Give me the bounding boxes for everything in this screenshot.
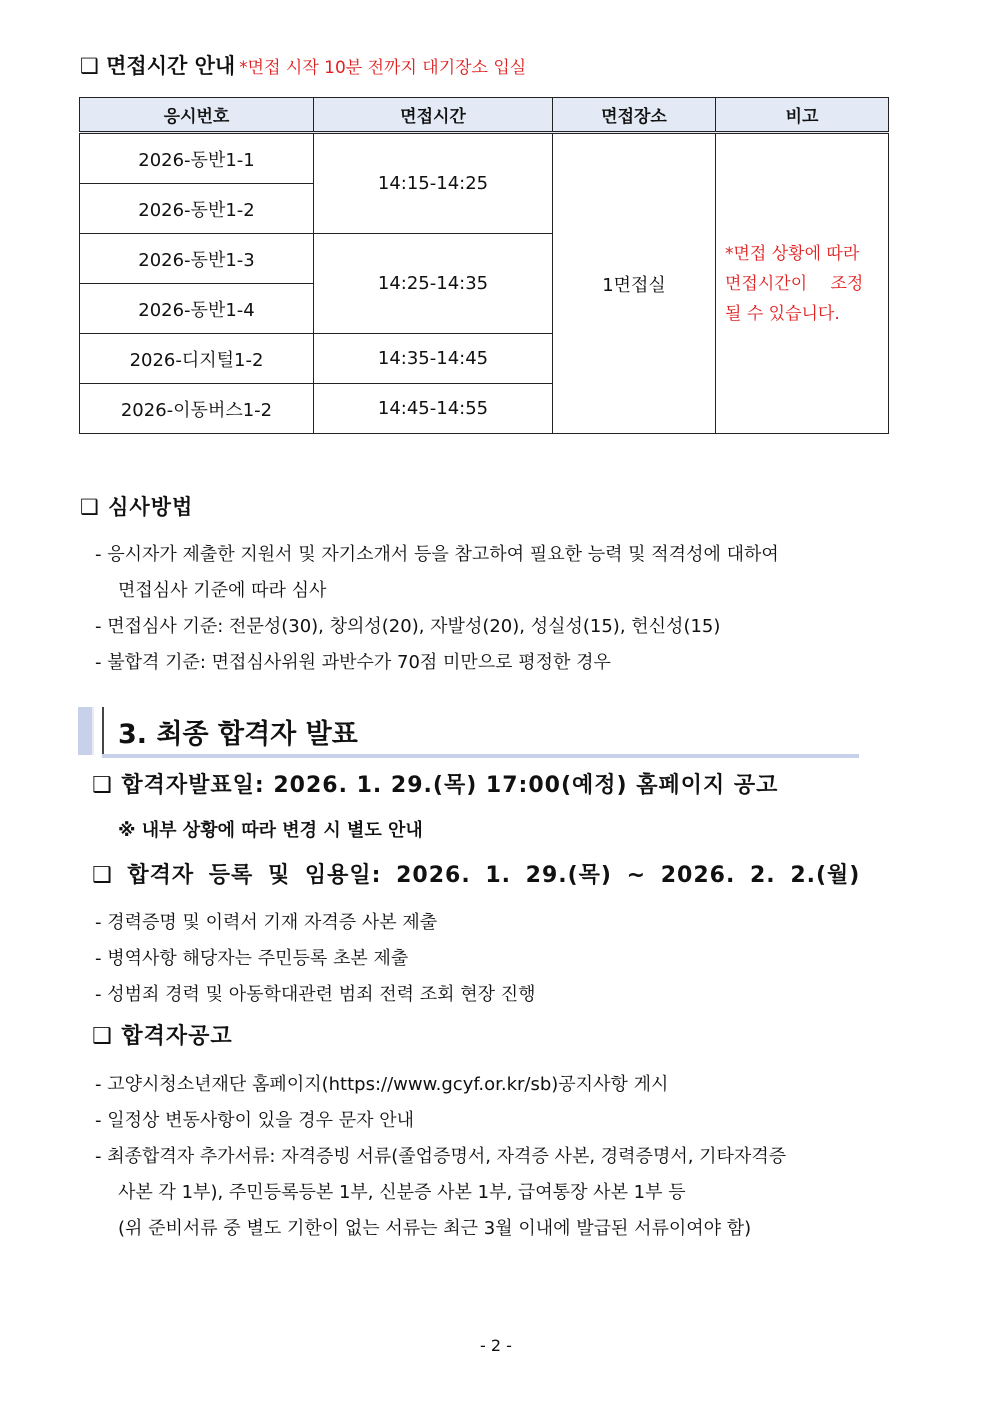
announcement-date: ❑ 합격자발표일: 2026. 1. 29.(목) 17:00(예정) 홈페이지 공고 bbox=[92, 773, 779, 798]
header-cell: 비고 bbox=[716, 98, 889, 133]
registration-item: - 경력증명 및 이력서 기재 자격증 사본 제출 bbox=[95, 912, 438, 933]
interview-schedule-table bbox=[79, 97, 889, 434]
table-header-row bbox=[80, 98, 889, 133]
remark-line: 면접시간이 조정 bbox=[725, 273, 864, 294]
registration-item: - 병역사항 해당자는 주민등록 초본 제출 bbox=[95, 948, 409, 969]
public-notice-item-continued: 사본 각 1부), 주민등록등본 1부, 신분증 사본 1부, 급여통장 사본 1부 등 bbox=[118, 1182, 686, 1203]
review-item: - 면접심사 기준: 전문성(30), 창의성(20), 자발성(20), 성실성(15), 헌신성(15) bbox=[95, 616, 721, 637]
section-3-title: 3. 최종 합격자 발표 bbox=[118, 719, 358, 750]
time-cell: 14:35-14:45 bbox=[314, 334, 553, 384]
time-cell: 14:15-14:25 bbox=[314, 133, 553, 234]
review-item-continued: 면접심사 기준에 따라 심사 bbox=[118, 580, 327, 601]
page-number: - 2 - bbox=[480, 1336, 512, 1355]
public-notice-item: - 고양시청소년재단 홈페이지(https://www.gcyf.or.kr/sb)공지사항 게시 bbox=[95, 1074, 669, 1095]
time-cell: 14:45-14:55 bbox=[314, 384, 553, 434]
header-cell: 면접장소 bbox=[553, 98, 716, 133]
remark-cell bbox=[716, 133, 889, 434]
review-item: - 불합격 기준: 면접심사위원 과반수가 70점 미만으로 평정한 경우 bbox=[95, 652, 611, 673]
section-accent-line bbox=[92, 707, 94, 755]
interview-section-title bbox=[80, 50, 526, 80]
remark-line: 될 수 있습니다. bbox=[725, 303, 840, 324]
public-notice-title: ❑ 합격자공고 bbox=[92, 1024, 233, 1049]
applicant-number-cell: 2026-동반1-1 bbox=[80, 133, 314, 184]
section-accent-bar bbox=[78, 707, 92, 755]
header-cell: 응시번호 bbox=[80, 98, 314, 133]
registration-item: - 성범죄 경력 및 아동학대관련 범죄 전력 조회 현장 진행 bbox=[95, 984, 536, 1005]
review-section-title: ❑ 심사방법 bbox=[80, 495, 194, 519]
public-notice-item: - 일정상 변동사항이 있을 경우 문자 안내 bbox=[95, 1110, 415, 1131]
public-notice-item: - 최종합격자 추가서류: 자격증빙 서류(졸업증명서, 자격증 사본, 경력증명서, 기타자격증 bbox=[95, 1146, 787, 1167]
applicant-number-cell: 2026-동반1-2 bbox=[80, 184, 314, 234]
section-divider-line bbox=[102, 707, 104, 757]
applicant-number-cell: 2026-동반1-3 bbox=[80, 234, 314, 284]
review-item: - 응시자가 제출한 지원서 및 자기소개서 등을 참고하여 필요한 능력 및 적격성에 대하여 bbox=[95, 544, 779, 565]
change-notice: ※ 내부 상황에 따라 변경 시 별도 안내 bbox=[118, 820, 423, 841]
table-row bbox=[80, 133, 889, 184]
header-cell: 면접시간 bbox=[314, 98, 553, 133]
public-notice-item-continued: (위 준비서류 중 별도 기한이 없는 서류는 최근 3월 이내에 발급된 서류이여야 함) bbox=[118, 1218, 752, 1239]
registration-date: ❑ 합격자 등록 및 임용일: 2026. 1. 29.(목) ~ 2026. 2. 2.(월) bbox=[92, 863, 861, 888]
time-cell: 14:25-14:35 bbox=[314, 234, 553, 334]
applicant-number-cell: 2026-이동버스1-2 bbox=[80, 384, 314, 434]
applicant-number-cell: 2026-디지털1-2 bbox=[80, 334, 314, 384]
applicant-number-cell: 2026-동반1-4 bbox=[80, 284, 314, 334]
remark-line: *면접 상황에 따라 bbox=[725, 243, 860, 264]
interview-title: ❑ 면접시간 안내 bbox=[80, 54, 236, 78]
section-underline bbox=[102, 754, 859, 758]
place-cell: 1면접실 bbox=[553, 133, 716, 434]
interview-note: *면접 시작 10분 전까지 대기장소 입실 bbox=[239, 58, 527, 78]
